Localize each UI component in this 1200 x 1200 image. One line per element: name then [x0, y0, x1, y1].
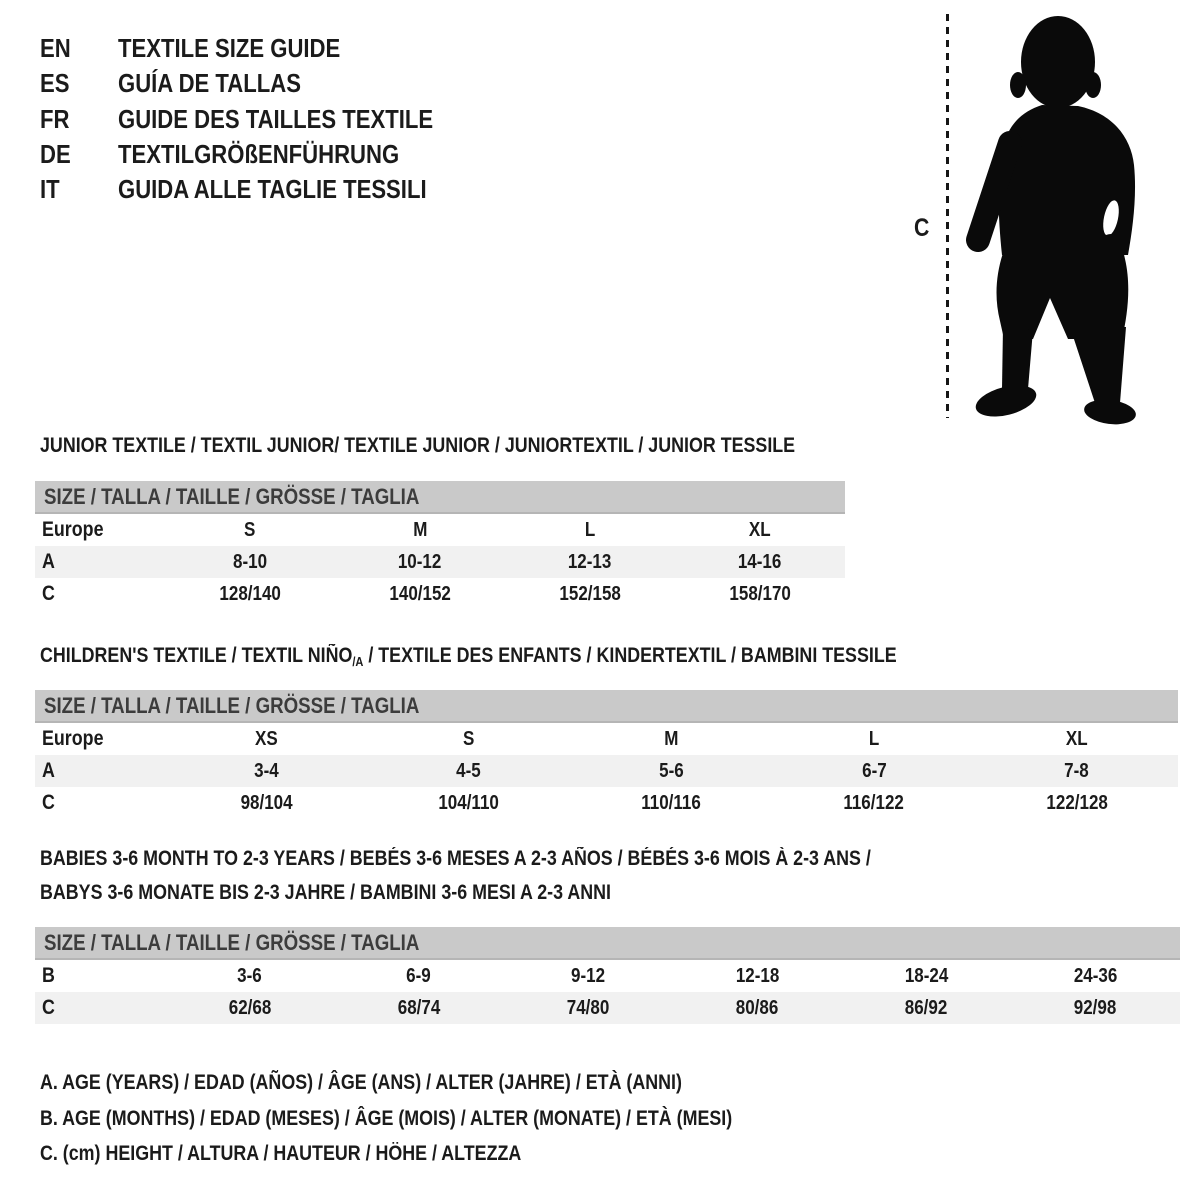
- language-row-fr: [40, 104, 489, 134]
- age-cell: [335, 546, 505, 578]
- lang-title-es-text: GUÍA DE TALLAS: [118, 67, 301, 98]
- children-title-rest: / TEXTILE DES ENFANTS / KINDERTEXTIL / BAMBINI TESSILE: [363, 644, 897, 667]
- row-label-text: Europe: [42, 727, 104, 750]
- size-cell-text: M: [412, 519, 428, 541]
- row-label-text: C: [42, 582, 55, 605]
- age-cell-text: 6-7: [861, 760, 887, 782]
- babies-section-title-line1-text: BABIES 3-6 MONTH TO 2-3 YEARS / BEBÉS 3-6 MESES A 2-3 AÑOS / BÉBÉS 3-6 MOIS À 2-3 ANS /: [40, 847, 871, 870]
- figure-height-label: [914, 214, 932, 243]
- table-row: [35, 546, 845, 578]
- table-row: [35, 755, 1178, 787]
- table-row: [35, 992, 1180, 1024]
- lang-code-fr: [40, 104, 118, 135]
- size-cell-text: L: [584, 519, 596, 541]
- height-cell-text: 158/170: [729, 583, 791, 605]
- height-cell: [842, 992, 1011, 1024]
- months-cell: [334, 960, 503, 992]
- age-cell: [165, 755, 368, 787]
- row-label: [35, 787, 165, 819]
- legend-age-years-text: A. AGE (YEARS) / EDAD (AÑOS) / ÂGE (ANS) / ALTER (JAHRE) / ETÀ (ANNI): [40, 1071, 682, 1094]
- height-cell-text: 92/98: [1074, 997, 1117, 1019]
- legend-age-years: [40, 1070, 795, 1096]
- age-cell-text: 3-4: [254, 760, 279, 782]
- height-cell: [773, 787, 976, 819]
- junior-size-header-text: SIZE / TALLA / TAILLE / GRÖSSE / TAGLIA: [44, 483, 420, 509]
- height-cell: [165, 787, 368, 819]
- height-cell: [503, 992, 672, 1024]
- lang-code-fr-text: FR: [40, 103, 70, 134]
- table-row: [35, 723, 1178, 755]
- lang-code-it-text: IT: [40, 173, 60, 204]
- children-title-subscript: /A: [352, 654, 364, 669]
- lang-title-es: [118, 68, 333, 99]
- height-cell-text: 86/92: [904, 997, 948, 1019]
- babies-section-title-line1: [40, 846, 1018, 872]
- months-cell-text: 12-18: [735, 965, 779, 987]
- row-label-text: A: [42, 550, 55, 573]
- age-cell-text: 10-12: [398, 551, 442, 573]
- height-cell-text: 128/140: [219, 583, 281, 605]
- lang-code-it: [40, 174, 118, 205]
- lang-code-en-text: EN: [40, 32, 71, 63]
- table-row: [35, 578, 845, 610]
- babies-section-title-line2: [40, 880, 712, 906]
- age-cell: [505, 546, 675, 578]
- row-label-text: C: [42, 791, 55, 814]
- height-cell-text: 68/74: [397, 997, 441, 1019]
- size-cell-text: XL: [749, 519, 771, 541]
- months-cell: [842, 960, 1011, 992]
- size-cell-text: M: [664, 728, 679, 750]
- legend-height-cm-text: C. (cm) HEIGHT / ALTURA / HAUTEUR / HÖHE / ALTEZZA: [40, 1142, 522, 1165]
- height-cell-text: 98/104: [240, 792, 293, 814]
- height-cell: [1011, 992, 1180, 1024]
- height-cell: [505, 578, 675, 610]
- row-label-text: B: [42, 964, 55, 987]
- height-cell-text: 110/116: [641, 792, 702, 814]
- row-label: [35, 755, 165, 787]
- babies-size-header-text: SIZE / TALLA / TAILLE / GRÖSSE / TAGLIA: [44, 929, 420, 955]
- toddler-silhouette-icon: [950, 5, 1160, 430]
- table-row: [35, 787, 1178, 819]
- babies-size-table: [35, 927, 1180, 1024]
- age-cell: [165, 546, 335, 578]
- lang-title-de: [118, 139, 449, 170]
- table-row: [35, 514, 845, 546]
- size-cell: [570, 723, 773, 755]
- months-cell: [165, 960, 334, 992]
- age-cell-text: 5-6: [659, 760, 684, 782]
- size-cell: [773, 723, 976, 755]
- height-cell-text: 104/110: [438, 792, 500, 814]
- age-cell: [368, 755, 571, 787]
- row-label: [35, 578, 165, 610]
- row-label-text: A: [42, 759, 55, 782]
- size-cell: [505, 514, 675, 546]
- height-cell: [975, 787, 1178, 819]
- height-cell: [675, 578, 845, 610]
- age-cell: [975, 755, 1178, 787]
- months-cell-text: 24-36: [1073, 965, 1118, 987]
- junior-section-title-text: JUNIOR TEXTILE / TEXTIL JUNIOR/ TEXTILE JUNIOR / JUNIORTEXTIL / JUNIOR TESSILE: [40, 434, 796, 457]
- babies-size-table-header: [35, 927, 1180, 960]
- age-cell-text: 4-5: [456, 760, 482, 782]
- size-cell-text: XL: [1065, 728, 1088, 750]
- lang-code-es: [40, 68, 118, 99]
- height-cell: [570, 787, 773, 819]
- language-row-en: [40, 33, 379, 63]
- row-label-text: C: [42, 996, 55, 1019]
- lang-title-it-text: GUIDA ALLE TAGLIE TESSILI: [118, 173, 427, 204]
- figure-height-label-text: C: [914, 214, 930, 242]
- height-cell-text: 152/158: [559, 583, 621, 605]
- row-label: [35, 514, 165, 546]
- lang-title-fr-text: GUIDE DES TAILLES TEXTILE: [118, 103, 434, 134]
- height-cell-text: 122/128: [1045, 792, 1108, 814]
- legend-age-months: [40, 1106, 854, 1132]
- row-label: [35, 992, 165, 1024]
- lang-code-en: [40, 33, 118, 64]
- language-row-de: [40, 139, 449, 169]
- lang-title-en-text: TEXTILE SIZE GUIDE: [118, 32, 341, 63]
- age-cell: [675, 546, 845, 578]
- months-cell: [503, 960, 672, 992]
- age-cell-text: 12-13: [568, 551, 612, 573]
- size-cell: [975, 723, 1178, 755]
- table-row: [35, 960, 1180, 992]
- months-cell: [673, 960, 842, 992]
- children-title-main: CHILDREN'S TEXTILE / TEXTIL NIÑO: [40, 644, 353, 667]
- lang-title-fr: [118, 104, 489, 135]
- height-cell: [673, 992, 842, 1024]
- age-cell: [570, 755, 773, 787]
- height-cell: [334, 992, 503, 1024]
- months-cell: [1011, 960, 1180, 992]
- height-cell-text: 140/152: [389, 583, 451, 605]
- height-cell: [335, 578, 505, 610]
- children-section-title-text: [40, 644, 897, 668]
- row-label-text: Europe: [42, 518, 104, 541]
- legend-height-cm: [40, 1141, 606, 1167]
- lang-title-de-text: TEXTILGRÖßENFÜHRUNG: [118, 138, 400, 169]
- size-cell: [165, 514, 335, 546]
- junior-section-title: [40, 433, 928, 459]
- junior-size-table: [35, 481, 845, 610]
- age-cell-text: 14-16: [738, 551, 782, 573]
- children-size-table: [35, 690, 1178, 819]
- age-cell: [773, 755, 976, 787]
- size-cell-text: S: [463, 728, 475, 750]
- babies-section-title-line2-text: BABYS 3-6 MONATE BIS 2-3 JAHRE / BAMBINI 3-6 MESI A 2-3 ANNI: [40, 881, 611, 904]
- months-cell-text: 3-6: [237, 965, 262, 987]
- row-label: [35, 960, 165, 992]
- height-cell-text: 62/68: [228, 997, 271, 1019]
- height-cell-text: 74/80: [566, 997, 610, 1019]
- lang-code-de: [40, 139, 118, 170]
- months-cell-text: 9-12: [570, 965, 605, 987]
- lang-title-it: [118, 174, 481, 205]
- size-cell: [675, 514, 845, 546]
- lang-title-en: [118, 33, 379, 64]
- junior-size-table-header: [35, 481, 845, 514]
- lang-code-es-text: ES: [40, 67, 70, 98]
- row-label: [35, 723, 165, 755]
- size-cell: [165, 723, 368, 755]
- children-size-header-text: SIZE / TALLA / TAILLE / GRÖSSE / TAGLIA: [44, 692, 420, 718]
- language-row-it: [40, 174, 481, 204]
- language-row-es: [40, 68, 333, 98]
- size-cell-text: L: [868, 728, 880, 750]
- months-cell-text: 18-24: [904, 965, 948, 987]
- height-cell: [165, 578, 335, 610]
- size-cell: [368, 723, 571, 755]
- children-size-table-header: [35, 690, 1178, 723]
- legend-age-months-text: B. AGE (MONTHS) / EDAD (MESES) / ÂGE (MOIS) / ALTER (MONATE) / ETÀ (MESI): [40, 1107, 733, 1130]
- height-cell: [368, 787, 571, 819]
- row-label: [35, 546, 165, 578]
- size-cell-text: XS: [254, 728, 278, 750]
- height-cell-text: 80/86: [735, 997, 779, 1019]
- children-section-title: [40, 643, 1048, 669]
- lang-code-de-text: DE: [40, 138, 71, 169]
- size-cell: [335, 514, 505, 546]
- height-cell-text: 116/122: [843, 792, 905, 814]
- age-cell-text: 7-8: [1064, 760, 1089, 782]
- months-cell-text: 6-9: [406, 965, 432, 987]
- size-cell-text: S: [244, 519, 256, 541]
- age-cell-text: 8-10: [232, 551, 268, 573]
- height-dashed-line: [946, 14, 949, 418]
- height-cell: [165, 992, 334, 1024]
